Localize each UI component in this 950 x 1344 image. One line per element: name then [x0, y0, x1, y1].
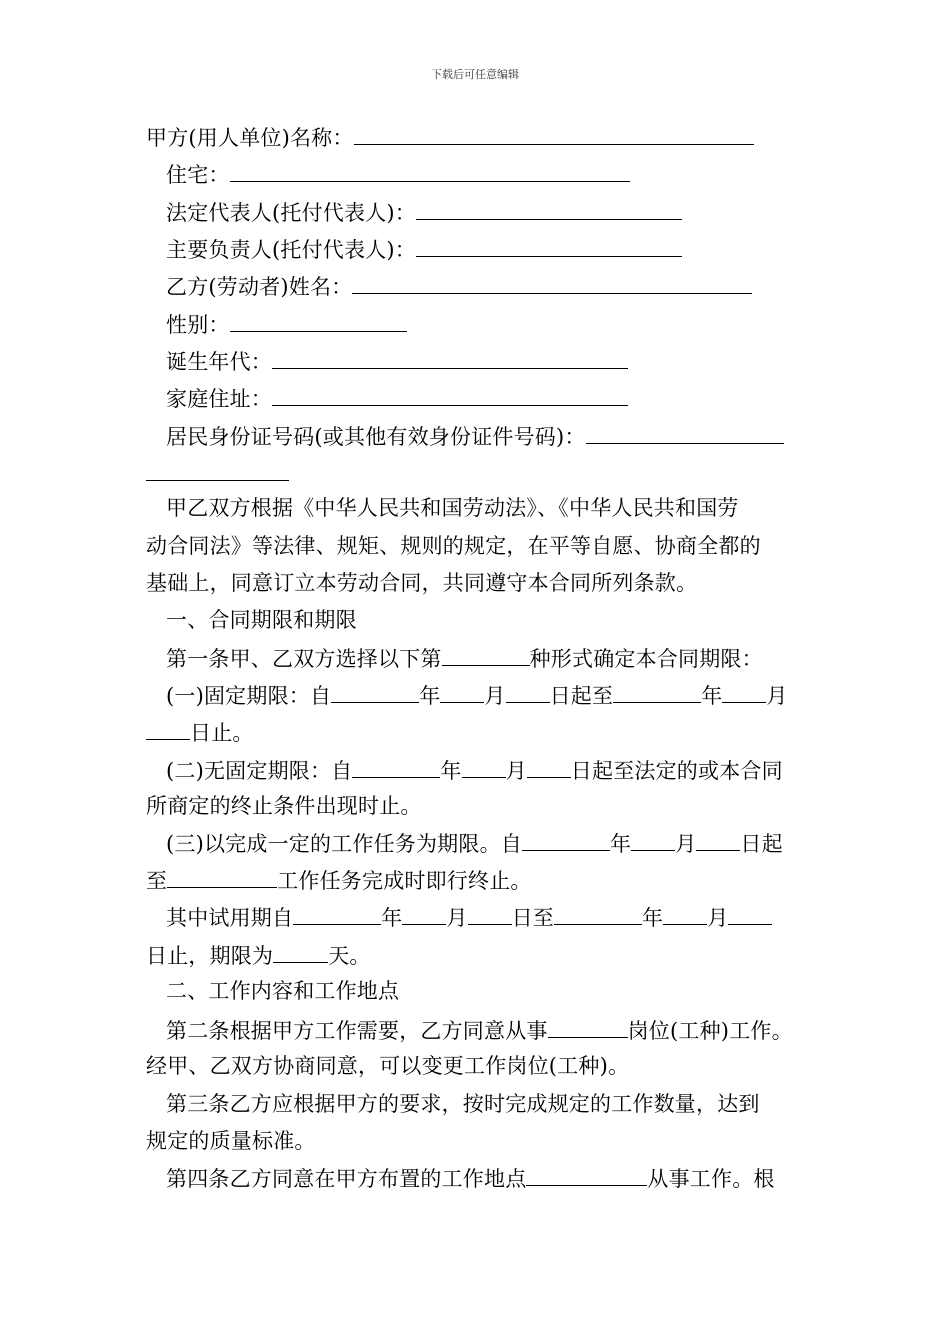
- fixed-term-line: [166, 680, 788, 710]
- task-name-blank[interactable]: [167, 865, 277, 888]
- probation-end-day-blank[interactable]: [728, 902, 772, 925]
- gender-line: [166, 309, 407, 339]
- day-end: 日止。: [190, 721, 254, 745]
- article-2-line: [166, 1015, 793, 1045]
- fixed-end-month-blank[interactable]: [722, 680, 766, 703]
- unfixed-term-label: (二)无固定期限：自: [166, 759, 353, 783]
- probation-end-text: 日止，期限为: [146, 944, 274, 968]
- day-to-text: 日至: [511, 906, 555, 930]
- article-1-line: [166, 643, 763, 673]
- task-term-label: (三)以完成一定的工作任务为期限。自: [166, 832, 522, 856]
- task-start-month-blank[interactable]: [631, 828, 675, 851]
- fixed-term-label: (一)固定期限：自: [166, 684, 332, 708]
- probation-start-month-blank[interactable]: [402, 902, 446, 925]
- work-location-blank[interactable]: [526, 1163, 647, 1186]
- unfixed-start-month-blank[interactable]: [462, 755, 506, 778]
- task-term-line: [166, 828, 783, 858]
- month-unit: 月: [707, 906, 729, 930]
- gender-label: 性别：: [166, 313, 230, 337]
- probation-start-year-blank[interactable]: [293, 902, 381, 925]
- year-unit: 年: [419, 684, 441, 708]
- article-2-text-b: 岗位(工种)工作。: [627, 1019, 793, 1043]
- residence-line: [166, 159, 630, 189]
- year-unit: 年: [609, 832, 632, 856]
- article-3-line-1: 第三条乙方应根据甲方的要求，按时完成规定的工作数量，达到: [166, 1092, 760, 1116]
- task-term-end-text: 工作任务完成时即行终止。: [277, 869, 532, 893]
- party-a-name-line: [146, 122, 754, 152]
- article-1-text-b: 种形式确定本合同期限：: [529, 647, 763, 671]
- party-a-name-blank[interactable]: [354, 122, 754, 145]
- days-unit: 天。: [328, 944, 371, 968]
- probation-days-blank[interactable]: [273, 940, 328, 963]
- preamble-line-3: 基础上，同意订立本劳动合同，共同遵守本合同所列条款。: [146, 571, 698, 595]
- main-principal-label: 主要负责人(托付代表人)：: [166, 238, 416, 262]
- id-number-blank[interactable]: [586, 421, 784, 444]
- residence-label: 住宅：: [166, 163, 230, 187]
- task-day-text: 日起: [740, 832, 783, 856]
- unfixed-start-day-blank[interactable]: [527, 755, 571, 778]
- birth-label: 诞生年代：: [166, 350, 272, 374]
- legal-rep-line: [166, 197, 682, 227]
- month-unit: 月: [484, 684, 506, 708]
- party-b-name-label: 乙方(劳动者)姓名：: [166, 275, 353, 299]
- year-unit: 年: [381, 906, 403, 930]
- page-header: 下载后可任意编辑: [431, 68, 519, 81]
- day-from-to: 日起至: [549, 684, 614, 708]
- party-b-name-line: [166, 271, 752, 301]
- year-unit: 年: [701, 684, 723, 708]
- legal-rep-label: 法定代表人(托付代表人)：: [166, 201, 416, 225]
- probation-end-month-blank[interactable]: [663, 902, 707, 925]
- party-a-name-label: 甲方(用人单位)名称：: [146, 126, 354, 150]
- contract-form-blank[interactable]: [442, 643, 530, 666]
- main-principal-line: [166, 234, 682, 264]
- unfixed-term-line: [166, 755, 783, 785]
- birth-blank[interactable]: [272, 346, 628, 369]
- task-start-day-blank[interactable]: [696, 828, 740, 851]
- preamble-line-2: 动合同法》等法律、规矩、规则的规定，在平等自愿、协商全都的: [146, 534, 761, 558]
- fixed-start-month-blank[interactable]: [440, 680, 484, 703]
- month-unit: 月: [446, 906, 468, 930]
- fixed-start-day-blank[interactable]: [506, 680, 550, 703]
- probation-end-year-blank[interactable]: [554, 902, 642, 925]
- month-unit: 月: [766, 684, 788, 708]
- probation-start-day-blank[interactable]: [468, 902, 512, 925]
- legal-rep-blank[interactable]: [416, 197, 682, 220]
- unfixed-start-year-blank[interactable]: [352, 755, 440, 778]
- probation-line: [166, 902, 772, 932]
- task-to-text: 至: [146, 869, 168, 893]
- post-blank[interactable]: [548, 1015, 628, 1038]
- article-4-line: [166, 1163, 775, 1193]
- id-number-line: [166, 421, 784, 451]
- article-1-text-a: 第一条甲、乙双方选择以下第: [166, 647, 442, 671]
- unfixed-term-text: 日起至法定的或本合同: [570, 759, 783, 783]
- fixed-term-line-2: [146, 717, 254, 747]
- task-start-year-blank[interactable]: [522, 828, 610, 851]
- fixed-start-year-blank[interactable]: [331, 680, 419, 703]
- party-b-name-blank[interactable]: [352, 271, 752, 294]
- article-4-text-a: 第四条乙方同意在甲方布置的工作地点: [166, 1167, 527, 1191]
- address-line: [166, 383, 628, 413]
- main-principal-blank[interactable]: [416, 234, 682, 257]
- article-2-text-a: 第二条根据甲方工作需要，乙方同意从事: [166, 1019, 548, 1043]
- fixed-end-year-blank[interactable]: [613, 680, 701, 703]
- gender-blank[interactable]: [230, 309, 407, 332]
- month-unit: 月: [505, 759, 527, 783]
- article-2-line-2: 经甲、乙双方协商同意，可以变更工作岗位(工种)。: [146, 1054, 630, 1078]
- residence-blank[interactable]: [230, 159, 630, 182]
- year-unit: 年: [642, 906, 664, 930]
- id-number-blank-cont[interactable]: [146, 458, 289, 481]
- article-4-text-b: 从事工作。根: [647, 1167, 775, 1191]
- id-number-label: 居民身份证号码(或其他有效身份证件号码)：: [166, 425, 586, 449]
- id-number-line-2: [146, 458, 289, 488]
- fixed-end-day-blank[interactable]: [146, 717, 190, 740]
- task-term-line-2: [146, 865, 532, 895]
- birth-line: [166, 346, 628, 376]
- section-2-title: 二、工作内容和工作地点: [166, 979, 400, 1003]
- article-3-line-2: 规定的质量标准。: [146, 1129, 316, 1153]
- address-blank[interactable]: [272, 383, 628, 406]
- month-unit: 月: [675, 832, 697, 856]
- year-unit: 年: [440, 759, 462, 783]
- probation-line-2: [146, 940, 371, 970]
- section-1-title: 一、合同期限和期限: [166, 608, 357, 632]
- address-label: 家庭住址：: [166, 387, 272, 411]
- preamble-line-1: 甲乙双方根据《中华人民共和国劳动法》、《中华人民共和国劳: [166, 496, 739, 520]
- unfixed-term-line-2: 所商定的终止条件出现时止。: [146, 794, 422, 818]
- probation-label: 其中试用期自: [166, 906, 294, 930]
